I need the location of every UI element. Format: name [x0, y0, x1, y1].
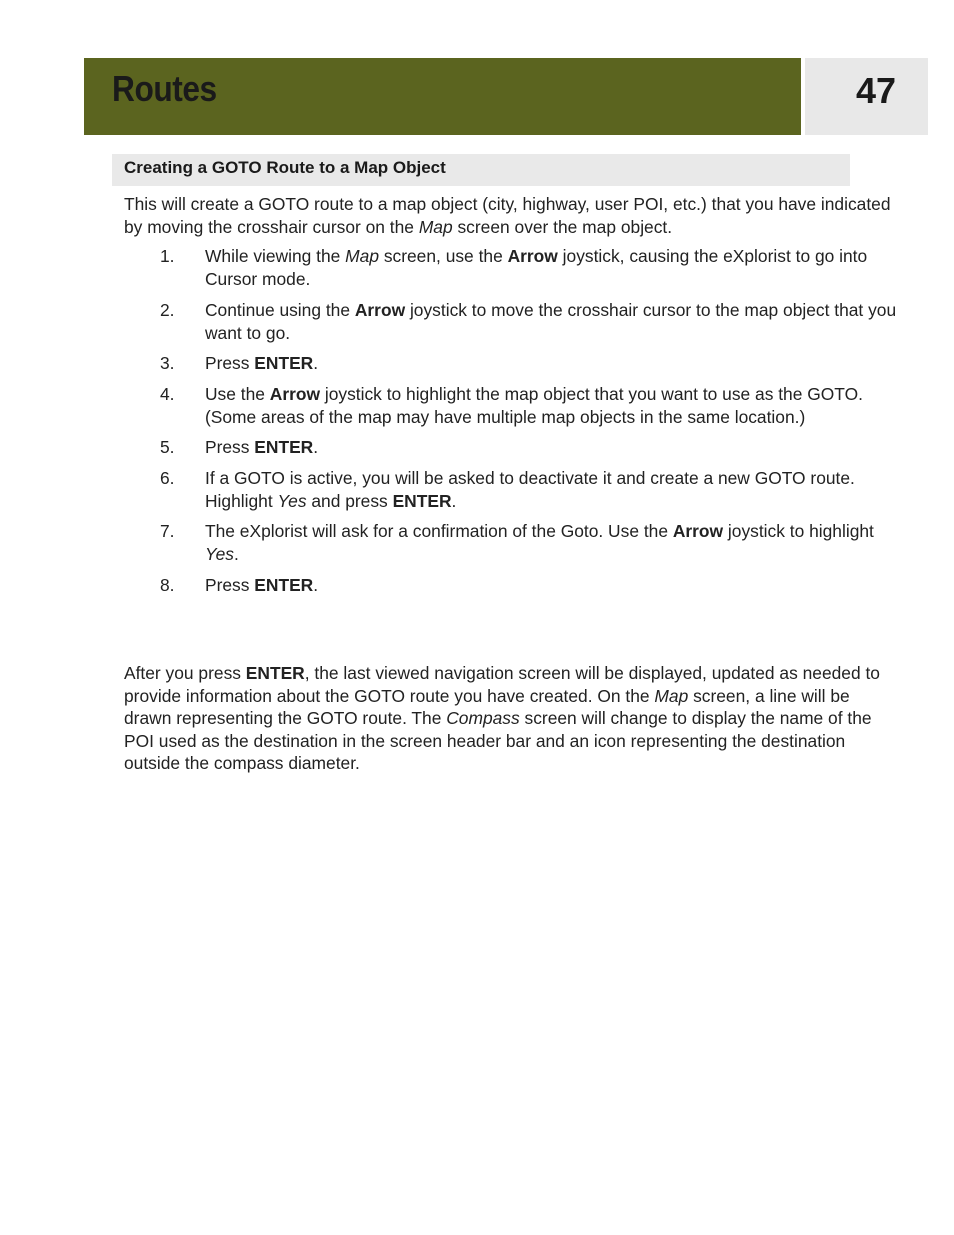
- steps-list: [124, 245, 899, 604]
- step-number: 8.: [160, 574, 175, 595]
- list-item: 8. Press ENTER.: [160, 574, 319, 595]
- step-number: 4.: [160, 383, 175, 404]
- after-paragraph: After you press ENTER, the last viewed navigation screen will be displayed, updated as needed to provide information about the GOTO route you have created. On the Map screen, a line will be drawn representing the GOTO route. The Compass screen will change to display the name of the POI used as the destination in the screen header bar and an icon representing the destination outside the compass diameter.: [124, 663, 880, 773]
- section-title: Creating a GOTO Route to a Map Object: [124, 158, 446, 177]
- list-item: 6. If a GOTO is active, you will be asked to deactivate it and create a new GOTO route. Highlight Yes and press ENTER.: [160, 467, 855, 511]
- step-number: 6.: [160, 467, 175, 488]
- step-number: 7.: [160, 521, 175, 541]
- page-number: 47: [855, 70, 896, 111]
- chapter-title: Routes: [112, 68, 217, 109]
- list-item: 1. While viewing the Map screen, use the Arrow joystick, causing the eXplorist to go into Cursor mode.: [160, 246, 868, 289]
- list-item: 2. Continue using the Arrow joystick to move the crosshair cursor to the map object that you want to go.: [160, 299, 897, 343]
- intro-paragraph: This will create a GOTO route to a map object (city, highway, user POI, etc.) that you have indicated by moving the crosshair cursor on the Map screen over the map object.: [124, 194, 891, 237]
- list-item: 4. Use the Arrow joystick to highlight the map object that you want to use as the GOTO. (Some areas of the map may have multiple map objects in the same location.): [160, 383, 863, 427]
- header-bar: [84, 58, 801, 135]
- step-number: 2.: [160, 299, 175, 320]
- step-number: 1.: [160, 246, 175, 266]
- step-number: 5.: [160, 437, 175, 457]
- list-item: 7. The eXplorist will ask for a confirmation of the Goto. Use the Arrow joystick to highlight Yes.: [160, 521, 874, 564]
- page-number-box: [805, 58, 928, 135]
- list-item: 3. Press ENTER.: [160, 353, 319, 373]
- step-number: 3.: [160, 353, 175, 373]
- section-bar: [112, 154, 850, 186]
- list-item: 5. Press ENTER.: [160, 437, 319, 457]
